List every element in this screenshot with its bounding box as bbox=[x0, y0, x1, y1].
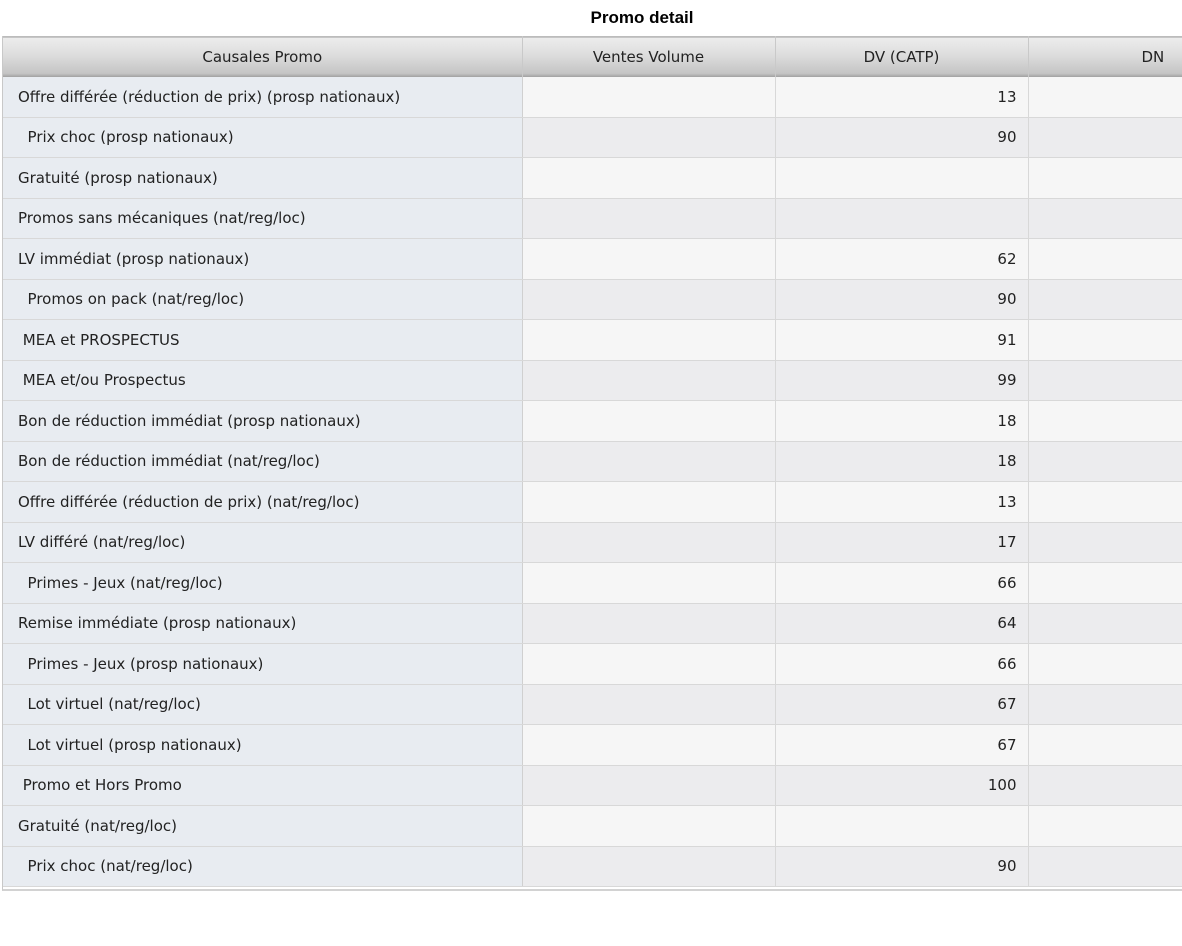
ventes-volume-cell bbox=[522, 765, 775, 806]
ventes-volume-cell bbox=[522, 725, 775, 766]
dn-cell bbox=[1028, 441, 1182, 482]
dn-cell bbox=[1028, 522, 1182, 563]
table-row[interactable] bbox=[3, 441, 1182, 482]
table-row[interactable] bbox=[3, 117, 1182, 158]
dn-cell bbox=[1028, 158, 1182, 199]
table-row[interactable] bbox=[3, 644, 1182, 685]
column-header-dv-catp[interactable]: DV (CATP) bbox=[775, 37, 1028, 78]
dv-catp-cell: 17 bbox=[775, 522, 1028, 563]
dv-catp-cell: 90 bbox=[775, 117, 1028, 158]
column-header-causales-promo[interactable]: Causales Promo bbox=[3, 37, 522, 78]
row-label-cell: Primes - Jeux (nat/reg/loc) bbox=[3, 563, 522, 604]
table-body bbox=[3, 77, 1182, 887]
table-row[interactable] bbox=[3, 563, 1182, 604]
ventes-volume-cell bbox=[522, 684, 775, 725]
row-label-cell: Promo et Hors Promo bbox=[3, 765, 522, 806]
row-label-cell: Prix choc (nat/reg/loc) bbox=[3, 846, 522, 887]
row-label-cell: Primes - Jeux (prosp nationaux) bbox=[3, 644, 522, 685]
row-label-cell: Lot virtuel (prosp nationaux) bbox=[3, 725, 522, 766]
ventes-volume-cell bbox=[522, 320, 775, 361]
dn-cell bbox=[1028, 563, 1182, 604]
ventes-volume-cell bbox=[522, 360, 775, 401]
dn-cell bbox=[1028, 239, 1182, 280]
ventes-volume-cell bbox=[522, 279, 775, 320]
ventes-volume-cell bbox=[522, 77, 775, 117]
table-row[interactable] bbox=[3, 765, 1182, 806]
row-label-cell: Promos on pack (nat/reg/loc) bbox=[3, 279, 522, 320]
dv-catp-cell: 62 bbox=[775, 239, 1028, 280]
table-row[interactable] bbox=[3, 684, 1182, 725]
table-row[interactable] bbox=[3, 158, 1182, 199]
row-label-cell: Gratuité (nat/reg/loc) bbox=[3, 806, 522, 847]
dn-cell bbox=[1028, 806, 1182, 847]
dn-cell bbox=[1028, 360, 1182, 401]
page-title: Promo detail bbox=[590, 8, 694, 27]
dv-catp-cell: 100 bbox=[775, 765, 1028, 806]
dv-catp-cell: 64 bbox=[775, 603, 1028, 644]
table-row[interactable] bbox=[3, 320, 1182, 361]
row-label-cell: MEA et PROSPECTUS bbox=[3, 320, 522, 361]
dv-catp-cell: 66 bbox=[775, 563, 1028, 604]
table-row[interactable] bbox=[3, 482, 1182, 523]
row-label-cell: Gratuité (prosp nationaux) bbox=[3, 158, 522, 199]
column-header-ventes-volume[interactable]: Ventes Volume bbox=[522, 37, 775, 78]
dv-catp-cell: 90 bbox=[775, 846, 1028, 887]
ventes-volume-cell bbox=[522, 401, 775, 442]
row-label-cell: LV différé (nat/reg/loc) bbox=[3, 522, 522, 563]
dv-catp-cell bbox=[775, 806, 1028, 847]
ventes-volume-cell bbox=[522, 482, 775, 523]
ventes-volume-cell bbox=[522, 117, 775, 158]
dn-cell bbox=[1028, 279, 1182, 320]
dv-catp-cell: 66 bbox=[775, 644, 1028, 685]
ventes-volume-cell bbox=[522, 563, 775, 604]
row-label-cell: Remise immédiate (prosp nationaux) bbox=[3, 603, 522, 644]
row-label-cell: Promos sans mécaniques (nat/reg/loc) bbox=[3, 198, 522, 239]
table-row[interactable] bbox=[3, 522, 1182, 563]
dv-catp-cell: 13 bbox=[775, 482, 1028, 523]
row-label-cell: Prix choc (prosp nationaux) bbox=[3, 117, 522, 158]
dv-catp-cell: 18 bbox=[775, 401, 1028, 442]
dn-cell bbox=[1028, 401, 1182, 442]
table-row[interactable] bbox=[3, 806, 1182, 847]
dv-catp-cell: 90 bbox=[775, 279, 1028, 320]
dn-cell bbox=[1028, 482, 1182, 523]
row-label-cell: MEA et/ou Prospectus bbox=[3, 360, 522, 401]
ventes-volume-cell bbox=[522, 806, 775, 847]
column-header-dn[interactable]: DN bbox=[1028, 37, 1182, 78]
ventes-volume-cell bbox=[522, 198, 775, 239]
ventes-volume-cell bbox=[522, 239, 775, 280]
dv-catp-cell bbox=[775, 158, 1028, 199]
dn-cell bbox=[1028, 603, 1182, 644]
ventes-volume-cell bbox=[522, 158, 775, 199]
table-row[interactable] bbox=[3, 77, 1182, 117]
dv-catp-cell: 13 bbox=[775, 77, 1028, 117]
dn-cell bbox=[1028, 117, 1182, 158]
row-label-cell: Bon de réduction immédiat (nat/reg/loc) bbox=[3, 441, 522, 482]
table-row[interactable] bbox=[3, 725, 1182, 766]
row-label-cell: Offre différée (réduction de prix) (nat/reg/loc) bbox=[3, 482, 522, 523]
dn-cell bbox=[1028, 725, 1182, 766]
ventes-volume-cell bbox=[522, 522, 775, 563]
promo-detail-table bbox=[2, 36, 1182, 891]
dn-cell bbox=[1028, 77, 1182, 117]
dv-catp-cell: 91 bbox=[775, 320, 1028, 361]
table-row[interactable] bbox=[3, 198, 1182, 239]
dn-cell bbox=[1028, 320, 1182, 361]
dn-cell bbox=[1028, 684, 1182, 725]
row-label-cell: Lot virtuel (nat/reg/loc) bbox=[3, 684, 522, 725]
row-label-cell: Bon de réduction immédiat (prosp nationaux) bbox=[3, 401, 522, 442]
ventes-volume-cell bbox=[522, 603, 775, 644]
table-row[interactable] bbox=[3, 239, 1182, 280]
dn-cell bbox=[1028, 846, 1182, 887]
dn-cell bbox=[1028, 644, 1182, 685]
dv-catp-cell: 99 bbox=[775, 360, 1028, 401]
ventes-volume-cell bbox=[522, 644, 775, 685]
ventes-volume-cell bbox=[522, 846, 775, 887]
row-label-cell: LV immédiat (prosp nationaux) bbox=[3, 239, 522, 280]
dn-cell bbox=[1028, 765, 1182, 806]
dv-catp-cell: 67 bbox=[775, 684, 1028, 725]
table-row[interactable] bbox=[3, 846, 1182, 887]
ventes-volume-cell bbox=[522, 441, 775, 482]
table-row[interactable] bbox=[3, 360, 1182, 401]
table-row[interactable] bbox=[3, 279, 1182, 320]
dv-catp-cell bbox=[775, 198, 1028, 239]
table-row[interactable] bbox=[3, 401, 1182, 442]
table-header bbox=[3, 37, 1182, 78]
row-label-cell: Offre différée (réduction de prix) (prosp nationaux) bbox=[3, 77, 522, 117]
dn-cell bbox=[1028, 198, 1182, 239]
table-row[interactable] bbox=[3, 603, 1182, 644]
dv-catp-cell: 67 bbox=[775, 725, 1028, 766]
dv-catp-cell: 18 bbox=[775, 441, 1028, 482]
